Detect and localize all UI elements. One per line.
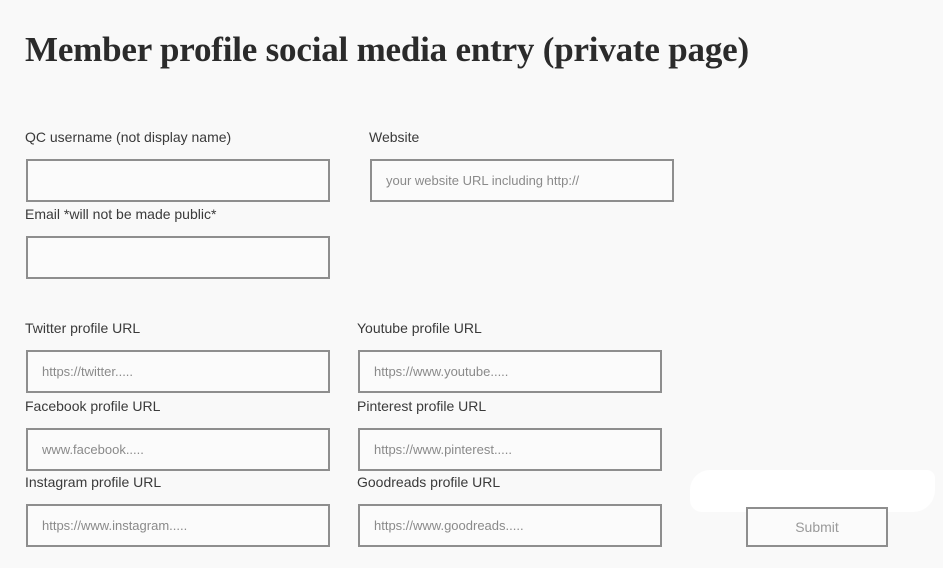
youtube-input[interactable] xyxy=(358,350,662,393)
pinterest-input[interactable] xyxy=(358,428,662,471)
qc-username-input[interactable] xyxy=(26,159,330,202)
background-smudge xyxy=(690,470,935,512)
youtube-label: Youtube profile URL xyxy=(357,320,482,336)
instagram-input[interactable] xyxy=(26,504,330,547)
twitter-label: Twitter profile URL xyxy=(25,320,141,336)
website-label: Website xyxy=(369,129,420,145)
pinterest-label: Pinterest profile URL xyxy=(357,398,487,414)
facebook-label: Facebook profile URL xyxy=(25,398,161,414)
page-title: Member profile social media entry (private page) xyxy=(25,30,749,69)
facebook-input[interactable] xyxy=(26,428,330,471)
submit-button[interactable]: Submit xyxy=(746,507,888,547)
twitter-input[interactable] xyxy=(26,350,330,393)
email-label: Email *will not be made public* xyxy=(25,206,217,222)
instagram-label: Instagram profile URL xyxy=(25,474,162,490)
qc-username-label: QC username (not display name) xyxy=(25,129,232,145)
email-input[interactable] xyxy=(26,236,330,279)
website-input[interactable] xyxy=(370,159,674,202)
goodreads-input[interactable] xyxy=(358,504,662,547)
goodreads-label: Goodreads profile URL xyxy=(357,474,501,490)
